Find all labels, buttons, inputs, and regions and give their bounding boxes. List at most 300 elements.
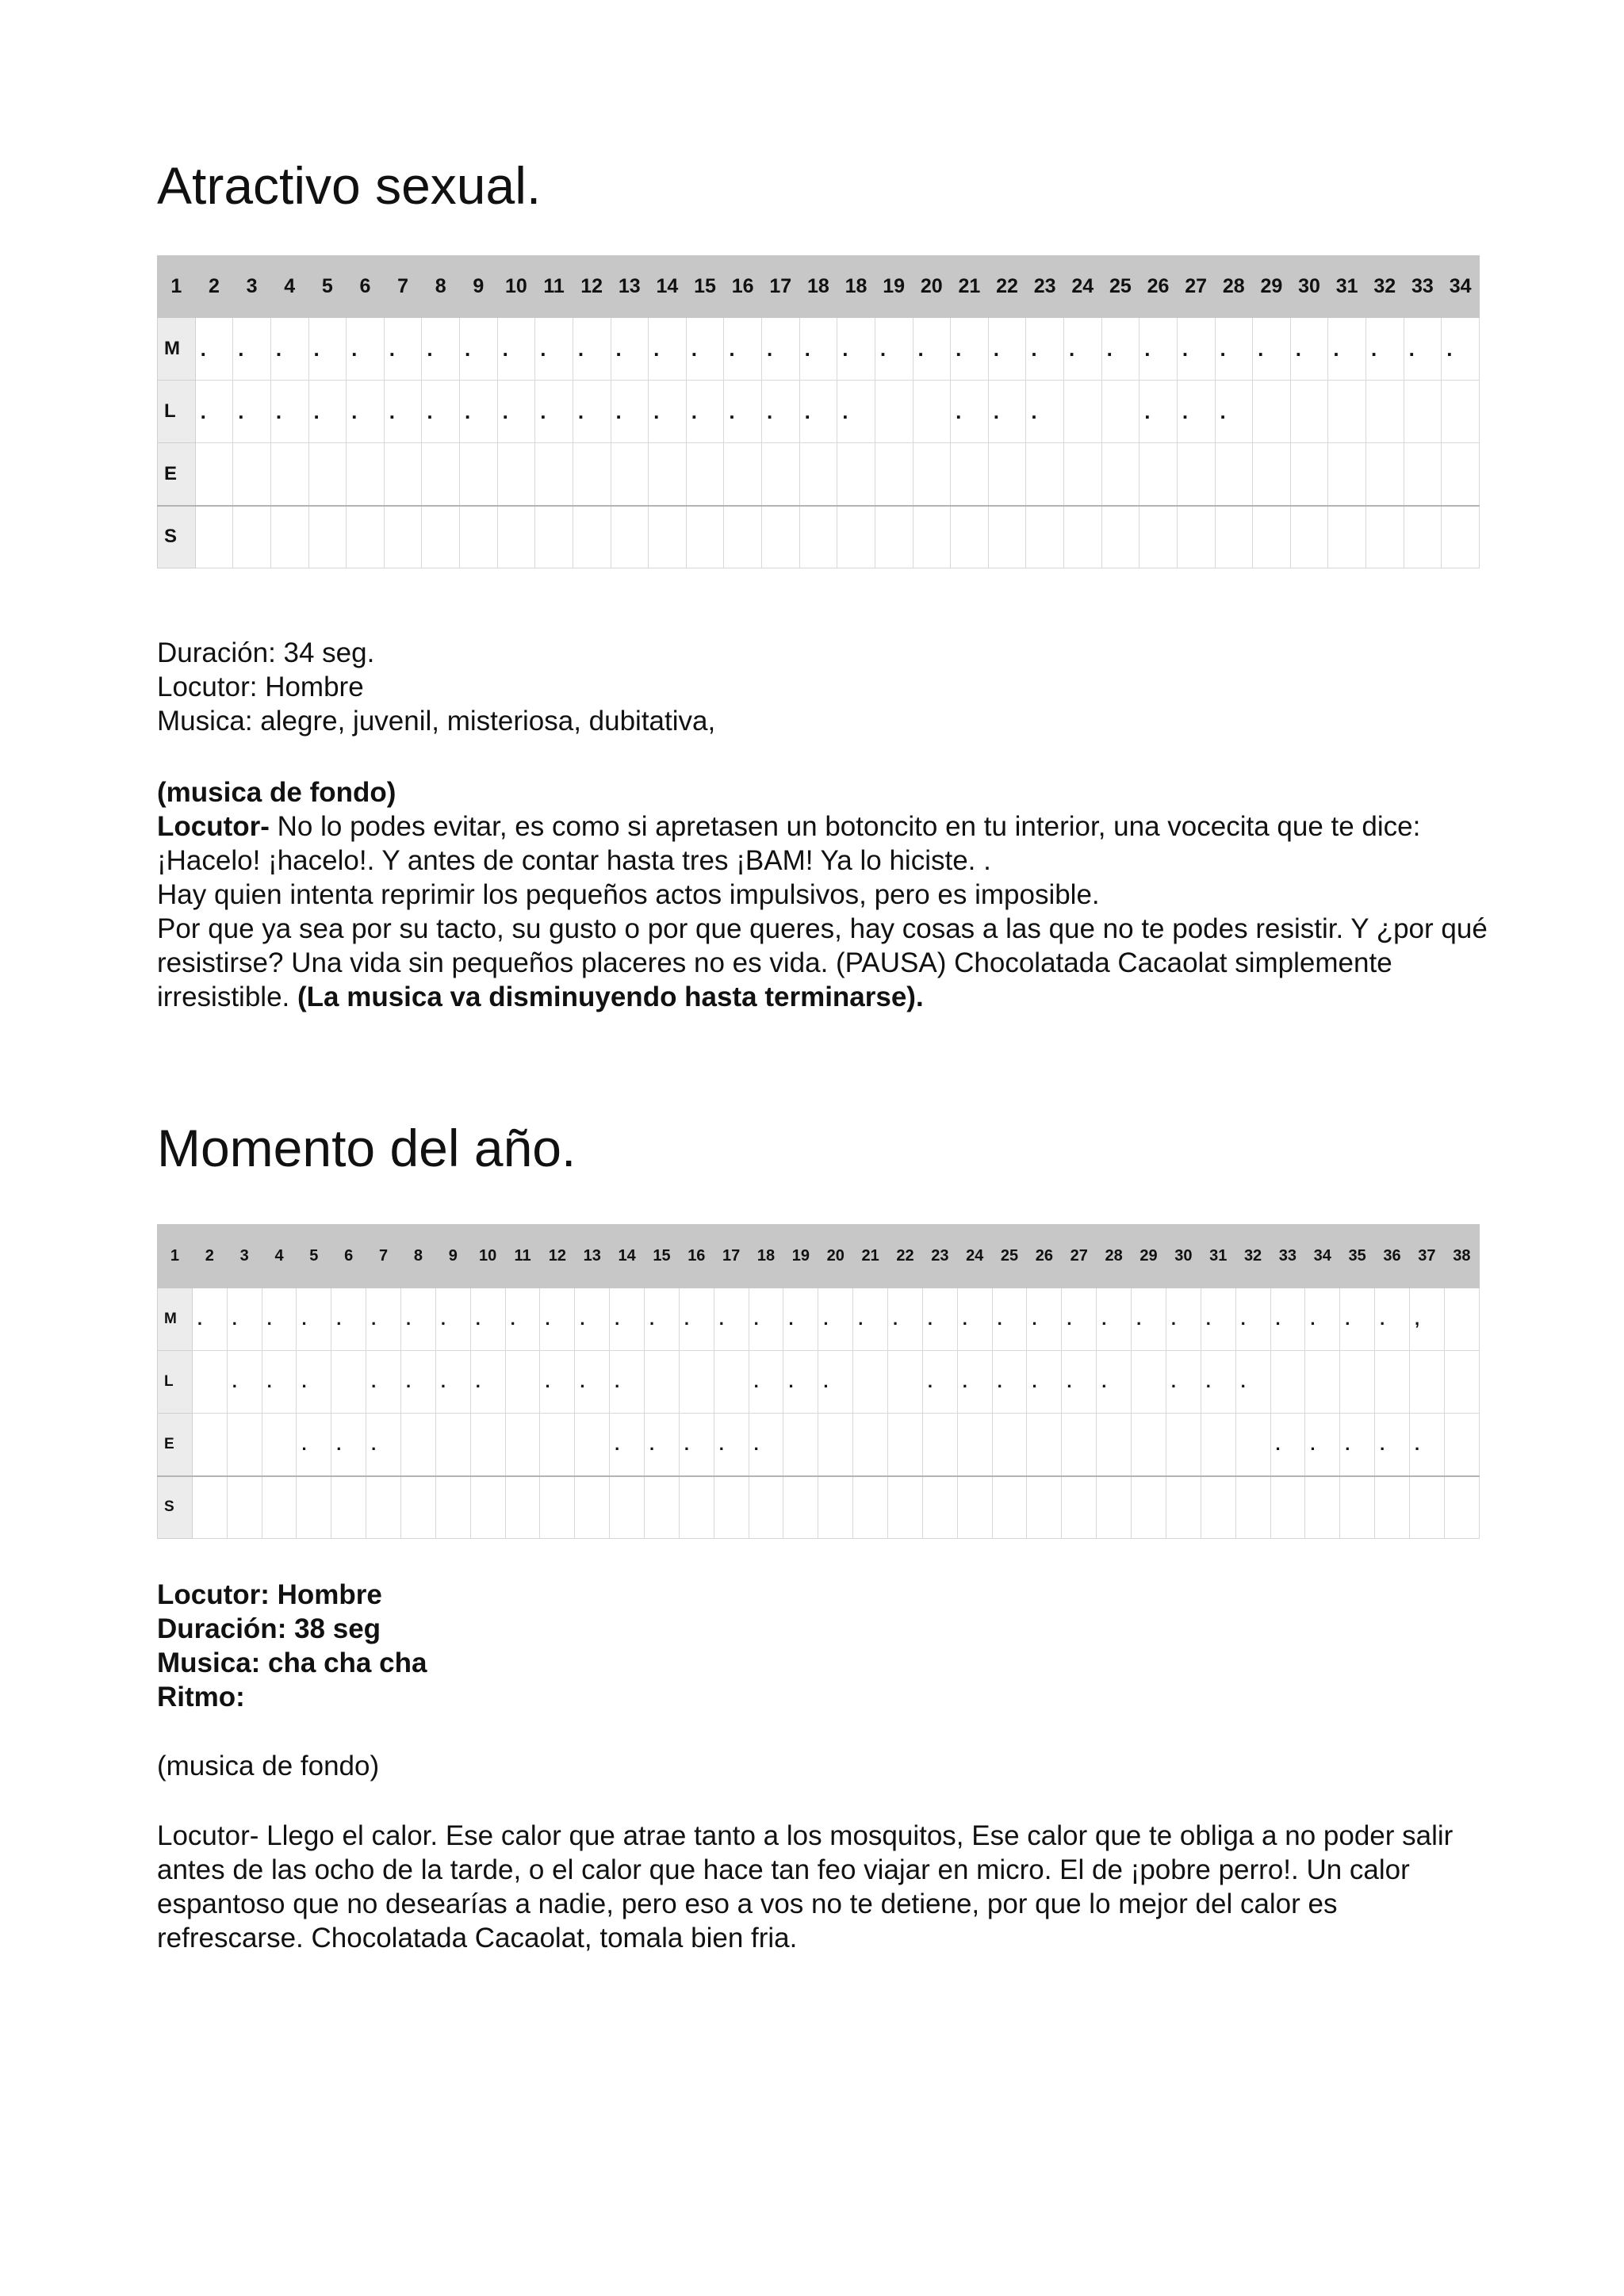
grid-cell: .: [297, 1414, 331, 1476]
grid-cell: .: [331, 1414, 366, 1476]
grid-cell: [875, 506, 913, 568]
grid-cell: [540, 1476, 575, 1539]
grid-header-row: [158, 256, 1480, 318]
grid-cell: .: [888, 1288, 923, 1351]
grid-cell: [988, 506, 1026, 568]
grid-cell: .: [540, 1288, 575, 1351]
grid-cell: .: [988, 318, 1026, 381]
info-duration: Duración: 34 seg.: [157, 637, 375, 668]
column-number: 29: [1132, 1225, 1166, 1288]
column-number: 28: [1215, 256, 1253, 318]
grid-cell: [470, 1414, 505, 1476]
grid-cell: .: [1132, 1288, 1166, 1351]
grid-cell: .: [783, 1351, 818, 1414]
grid-cell: [1253, 506, 1291, 568]
grid-cell: [1166, 1476, 1201, 1539]
grid-cell: [1328, 381, 1366, 443]
grid-cell: [384, 506, 422, 568]
column-number: 11: [505, 1225, 540, 1288]
column-number: 36: [1375, 1225, 1410, 1288]
grid-cell: .: [1253, 318, 1291, 381]
grid-cell: [951, 443, 989, 506]
grid-cell: .: [573, 381, 611, 443]
grid-cell: .: [270, 318, 308, 381]
grid-cell: [686, 506, 724, 568]
column-number: 3: [233, 256, 271, 318]
column-number: 1: [158, 256, 196, 318]
column-number: 24: [1064, 256, 1102, 318]
column-number: 16: [679, 1225, 714, 1288]
grid-cell: [435, 1476, 470, 1539]
column-number: 17: [714, 1225, 749, 1288]
grid-cell: [992, 1476, 1027, 1539]
grid-cell: [1328, 443, 1366, 506]
grid-cell: [957, 1414, 992, 1476]
grid-cell: .: [951, 381, 989, 443]
grid-cell: .: [540, 1351, 575, 1414]
column-number: 17: [762, 256, 800, 318]
column-number: 25: [1101, 256, 1139, 318]
grid-cell: .: [951, 318, 989, 381]
grid-cell: [853, 1351, 888, 1414]
row-label: S: [158, 1476, 193, 1539]
grid-cell: [535, 506, 573, 568]
grid-cell: [331, 1476, 366, 1539]
grid-cell: [1132, 1414, 1166, 1476]
grid-cell: .: [435, 1288, 470, 1351]
grid-cell: [1328, 506, 1366, 568]
grid-cell: [1215, 506, 1253, 568]
grid-cell: .: [679, 1414, 714, 1476]
grid-cell: .: [1097, 1288, 1132, 1351]
grid-cell: .: [460, 381, 498, 443]
grid-cell: .: [649, 318, 687, 381]
grid-cell: .: [1328, 318, 1366, 381]
grid-cell: [227, 1414, 262, 1476]
grid-cell: .: [1177, 381, 1215, 443]
grid-cell: .: [227, 1288, 262, 1351]
grid-cell: .: [818, 1288, 853, 1351]
grid-cell: [724, 443, 762, 506]
grid-cell: .: [401, 1351, 436, 1414]
grid-cell: [1305, 1351, 1340, 1414]
grid-cell: .: [233, 318, 271, 381]
grid-cell: .: [505, 1288, 540, 1351]
grid-cell: [233, 443, 271, 506]
grid-cell: .: [1290, 318, 1328, 381]
grid-cell: [783, 1476, 818, 1539]
grid-cell: [262, 1414, 297, 1476]
grid-cell: .: [1270, 1414, 1305, 1476]
grid-cell: .: [762, 381, 800, 443]
grid-cell: [1375, 1351, 1410, 1414]
grid-cell: [270, 506, 308, 568]
grid-cell: [611, 506, 649, 568]
column-number: 30: [1290, 256, 1328, 318]
grid-cell: .: [192, 1288, 227, 1351]
column-number: 32: [1235, 1225, 1270, 1288]
column-number: 33: [1404, 256, 1442, 318]
grid-cell: .: [611, 381, 649, 443]
column-number: 15: [645, 1225, 680, 1288]
grid-cell: [460, 443, 498, 506]
grid-cell: [1404, 506, 1442, 568]
script-heading: (musica de fondo): [157, 777, 396, 808]
column-number: 11: [535, 256, 573, 318]
grid-cell: [611, 443, 649, 506]
grid-cell: [1444, 1414, 1479, 1476]
grid-cell: .: [262, 1351, 297, 1414]
grid-cell: .: [233, 381, 271, 443]
grid-cell: [799, 443, 837, 506]
grid-cell: [1375, 1476, 1410, 1539]
grid-cell: .: [1235, 1351, 1270, 1414]
grid-cell: [192, 1476, 227, 1539]
grid-cell: [575, 1476, 610, 1539]
grid-cell: .: [1139, 381, 1178, 443]
column-number: 19: [783, 1225, 818, 1288]
grid-cell: [1270, 1351, 1305, 1414]
speaker-label: Locutor-: [157, 811, 270, 842]
grid-cell: [1101, 506, 1139, 568]
grid-cell: [435, 1414, 470, 1476]
grid-cell: .: [749, 1414, 783, 1476]
grid-cell: [297, 1476, 331, 1539]
grid-cell: .: [957, 1288, 992, 1351]
grid-cell: [195, 443, 233, 506]
grid-cell: [749, 1476, 783, 1539]
grid-cell: [951, 506, 989, 568]
grid-cell: .: [1340, 1288, 1375, 1351]
grid-cell: [1340, 1351, 1375, 1414]
grid-cell: [714, 1476, 749, 1539]
grid-cell: [1442, 381, 1480, 443]
grid-cell: [1253, 443, 1291, 506]
section-title-momento: Momento del año.: [157, 1119, 576, 1177]
column-number: 2: [195, 256, 233, 318]
grid-cell: [535, 443, 573, 506]
column-number: 32: [1366, 256, 1404, 318]
column-number: 5: [297, 1225, 331, 1288]
grid-cell: [888, 1476, 923, 1539]
grid-cell: ,: [1409, 1288, 1444, 1351]
grid-cell: .: [714, 1288, 749, 1351]
grid-cell: [645, 1351, 680, 1414]
grid-cell: [818, 1414, 853, 1476]
grid-cell: [460, 506, 498, 568]
grid-cell: [1444, 1288, 1479, 1351]
column-number: 28: [1097, 1225, 1132, 1288]
grid-cell: .: [347, 381, 385, 443]
grid-cell: .: [575, 1351, 610, 1414]
info-music: Musica: cha cha cha: [157, 1647, 427, 1678]
column-number: 23: [1026, 256, 1064, 318]
grid-cell: .: [1177, 318, 1215, 381]
grid-cell: .: [331, 1288, 366, 1351]
column-number: 35: [1340, 1225, 1375, 1288]
grid-cell: [888, 1351, 923, 1414]
grid-cell: .: [1201, 1351, 1235, 1414]
grid-cell: .: [724, 318, 762, 381]
grid-cell: .: [799, 381, 837, 443]
grid-cell: [1177, 443, 1215, 506]
grid-cell: [401, 1476, 436, 1539]
grid-cell: [818, 1476, 853, 1539]
column-number: 26: [1027, 1225, 1062, 1288]
grid-cell: [762, 443, 800, 506]
grid-cell: .: [1166, 1351, 1201, 1414]
grid-cell: [1064, 443, 1102, 506]
grid-cell: .: [610, 1414, 645, 1476]
grid-cell: .: [535, 381, 573, 443]
column-number: 21: [951, 256, 989, 318]
grid-cell: [992, 1414, 1027, 1476]
column-number: 31: [1201, 1225, 1235, 1288]
column-number: 15: [686, 256, 724, 318]
grid-cell: [331, 1351, 366, 1414]
grid-cell: .: [470, 1288, 505, 1351]
grid-cell: [308, 506, 347, 568]
column-number: 20: [818, 1225, 853, 1288]
column-number: 26: [1139, 256, 1178, 318]
grid-cell: [649, 443, 687, 506]
grid-cell: [1444, 1351, 1479, 1414]
grid-cell: [1139, 443, 1178, 506]
grid-cell: [497, 443, 535, 506]
script-paragraph-3: [157, 912, 1489, 1014]
grid-cell: .: [227, 1351, 262, 1414]
grid-cell: [922, 1414, 957, 1476]
grid-cell: .: [649, 381, 687, 443]
grid-cell: [724, 506, 762, 568]
column-number: 13: [575, 1225, 610, 1288]
grid-row-e: [158, 443, 1480, 506]
column-number: 19: [875, 256, 913, 318]
column-number: 7: [366, 1225, 401, 1288]
grid-cell: .: [875, 318, 913, 381]
grid-cell: [1442, 443, 1480, 506]
grid-cell: .: [992, 1351, 1027, 1414]
grid-cell: [1404, 381, 1442, 443]
column-number: 18: [837, 256, 875, 318]
grid-row-m: [158, 1288, 1480, 1351]
grid-cell: .: [913, 318, 951, 381]
column-number: 7: [384, 256, 422, 318]
grid-cell: [1253, 381, 1291, 443]
column-number: 24: [957, 1225, 992, 1288]
grid-cell: [988, 443, 1026, 506]
column-number: 12: [540, 1225, 575, 1288]
column-number: 34: [1305, 1225, 1340, 1288]
grid-cell: [1235, 1414, 1270, 1476]
grid-cell: [1097, 1414, 1132, 1476]
column-number: 20: [913, 256, 951, 318]
grid-cell: [505, 1414, 540, 1476]
grid-row-l: [158, 1351, 1480, 1414]
row-label: E: [158, 1414, 193, 1476]
grid-cell: .: [610, 1351, 645, 1414]
column-number: 13: [611, 256, 649, 318]
grid-cell: [888, 1414, 923, 1476]
grid-cell: [1132, 1476, 1166, 1539]
grid-cell: [505, 1476, 540, 1539]
grid-cell: .: [1235, 1288, 1270, 1351]
grid-cell: .: [749, 1288, 783, 1351]
grid-cell: .: [1064, 318, 1102, 381]
column-number: 23: [922, 1225, 957, 1288]
grid-cell: .: [470, 1351, 505, 1414]
grid-cell: [875, 443, 913, 506]
grid-cell: [1305, 1476, 1340, 1539]
grid-cell: [837, 443, 875, 506]
grid-cell: [573, 443, 611, 506]
grid-cell: [347, 506, 385, 568]
grid-cell: [384, 443, 422, 506]
grid-row-m: [158, 318, 1480, 381]
grid-cell: .: [837, 381, 875, 443]
grid-cell: .: [401, 1288, 436, 1351]
column-number: 9: [435, 1225, 470, 1288]
grid-cell: [1366, 381, 1404, 443]
column-number: 3: [227, 1225, 262, 1288]
grid-cell: .: [611, 318, 649, 381]
grid-cell: [1409, 1476, 1444, 1539]
grid-cell: .: [1270, 1288, 1305, 1351]
grid-cell: [1290, 506, 1328, 568]
grid-cell: [645, 1476, 680, 1539]
grid-cell: [1139, 506, 1178, 568]
grid-cell: [1064, 381, 1102, 443]
grid-cell: [233, 506, 271, 568]
grid-cell: .: [1097, 1351, 1132, 1414]
row-label: M: [158, 1288, 193, 1351]
row-label: S: [158, 506, 196, 568]
grid-cell: .: [749, 1351, 783, 1414]
row-label: L: [158, 1351, 193, 1414]
grid-cell: [1062, 1414, 1097, 1476]
grid-cell: [1290, 443, 1328, 506]
grid-cell: .: [922, 1351, 957, 1414]
column-number: 22: [888, 1225, 923, 1288]
column-number: 31: [1328, 256, 1366, 318]
grid-cell: .: [1375, 1414, 1410, 1476]
grid-cell: [1290, 381, 1328, 443]
column-number: 34: [1442, 256, 1480, 318]
spot-info-atractivo: [157, 636, 1489, 738]
grid-cell: .: [366, 1414, 401, 1476]
grid-cell: [913, 506, 951, 568]
info-speaker: Locutor: Hombre: [157, 1579, 382, 1610]
grid-cell: .: [762, 318, 800, 381]
grid-cell: .: [1026, 381, 1064, 443]
script-atractivo: [157, 775, 1489, 1014]
column-number: 21: [853, 1225, 888, 1288]
grid-cell: .: [1026, 318, 1064, 381]
column-number: 10: [470, 1225, 505, 1288]
grid-cell: [1442, 506, 1480, 568]
grid-cell: .: [366, 1351, 401, 1414]
grid-cell: .: [724, 381, 762, 443]
grid-cell: .: [573, 318, 611, 381]
grid-cell: .: [853, 1288, 888, 1351]
column-number: 37: [1409, 1225, 1444, 1288]
grid-cell: .: [347, 318, 385, 381]
column-number: 14: [649, 256, 687, 318]
grid-cell: [575, 1414, 610, 1476]
grid-cell: [1101, 443, 1139, 506]
column-number: 22: [988, 256, 1026, 318]
column-number: 8: [422, 256, 460, 318]
grid-row-l: [158, 381, 1480, 443]
grid-cell: [192, 1351, 227, 1414]
grid-cell: [1235, 1476, 1270, 1539]
grid-cell: [799, 506, 837, 568]
script-text-3: Por que ya sea por su tacto, su gusto o por que queres, hay cosas a las que no te podes resistir. Y ¿por qué resistirse? Una vida sin pequeños placeres no es vida. (PAUSA) Chocolatada Cacaolat simplemente irresistible.: [157, 913, 1488, 1012]
grid-cell: [1340, 1476, 1375, 1539]
grid-cell: [195, 506, 233, 568]
spot-info-momento: [157, 1578, 1489, 1714]
grid-cell: [497, 506, 535, 568]
script-momento: [157, 1819, 1489, 1955]
script-paragraph: Locutor- Llego el calor. Ese calor que atrae tanto a los mosquitos, Ese calor que te obliga a no poder salir antes de las ocho de la tarde, o el calor que hace tan feo viajar en micro. El de ¡pobre perro!. Un calor espantoso que no desearías a nadie, pero eso a vos no te detiene, por que lo mejor del calor es refrescarse. Chocolatada Cacaolat, tomala bien fria.: [157, 1820, 1454, 1954]
info-duration: Duración: 38 seg: [157, 1613, 381, 1644]
grid-cell: [1097, 1476, 1132, 1539]
grid-cell: [262, 1476, 297, 1539]
grid-cell: .: [679, 1288, 714, 1351]
grid-cell: [1201, 1414, 1235, 1476]
grid-cell: [1404, 443, 1442, 506]
column-number: 14: [610, 1225, 645, 1288]
grid-cell: [1409, 1351, 1444, 1414]
grid-cell: .: [270, 381, 308, 443]
grid-cell: .: [195, 381, 233, 443]
grid-cell: .: [1201, 1288, 1235, 1351]
grid-header-row: [158, 1225, 1480, 1288]
grid-cell: [192, 1414, 227, 1476]
column-number: 30: [1166, 1225, 1201, 1288]
column-number: 9: [460, 256, 498, 318]
grid-cell: .: [1027, 1288, 1062, 1351]
grid-cell: [1177, 506, 1215, 568]
grid-cell: .: [1366, 318, 1404, 381]
column-number: 38: [1444, 1225, 1479, 1288]
column-number: 8: [401, 1225, 436, 1288]
grid-cell: .: [714, 1414, 749, 1476]
grid-cell: [1026, 506, 1064, 568]
grid-cell: .: [645, 1288, 680, 1351]
grid-cell: .: [1375, 1288, 1410, 1351]
column-number: 27: [1062, 1225, 1097, 1288]
grid-cell: [270, 443, 308, 506]
timing-grid-momento: [157, 1224, 1480, 1539]
grid-cell: [762, 506, 800, 568]
grid-cell: [679, 1476, 714, 1539]
grid-cell: .: [645, 1414, 680, 1476]
grid-cell: .: [497, 381, 535, 443]
grid-cell: [347, 443, 385, 506]
grid-cell: .: [422, 381, 460, 443]
timing-grid-atractivo: [157, 255, 1480, 568]
grid-cell: .: [1305, 1414, 1340, 1476]
grid-cell: [783, 1414, 818, 1476]
grid-cell: [1027, 1476, 1062, 1539]
grid-cell: .: [1139, 318, 1178, 381]
grid-cell: .: [262, 1288, 297, 1351]
grid-cell: .: [1101, 318, 1139, 381]
grid-cell: .: [460, 318, 498, 381]
grid-row-s: [158, 1476, 1480, 1539]
grid-cell: .: [435, 1351, 470, 1414]
